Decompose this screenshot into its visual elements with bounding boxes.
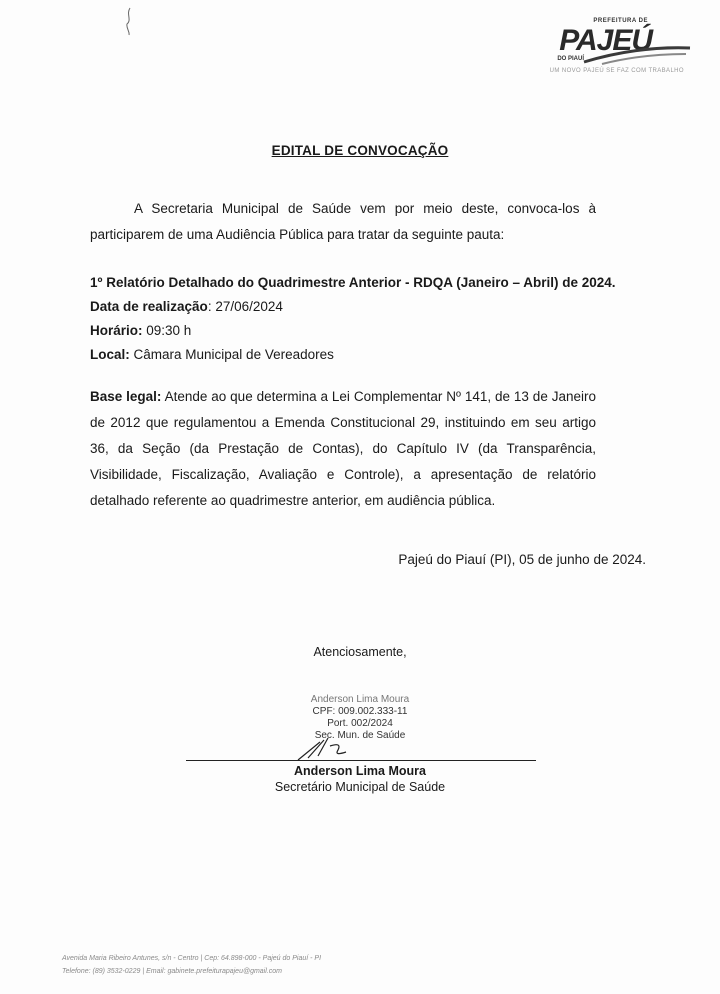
logo-swoosh-icon [582,42,692,66]
stamp-name: Anderson Lima Moura [310,694,410,705]
agenda-item: 1º Relatório Detalhado do Quadrimestre Anterior - RDQA (Janeiro – Abril) de 2024. [90,275,616,290]
stamp-port: Port. 002/2024 [327,718,393,729]
footer-phone-email: Telefone: (89) 3532-0229 | Email: gabinete.prefeiturapajeu@gmail.com [62,968,282,975]
agenda-place [90,343,650,367]
signer-role: Secretário Municipal de Saúde [274,780,446,794]
logo-slogan: UM NOVO PAJEÚ SE FAZ COM TRABALHO [549,68,684,74]
stamp-cpf: CPF: 009.002.333-11 [312,706,408,717]
prefeitura-logo [532,14,692,80]
time-value: 09:30 h [142,323,192,338]
closing-salutation: Atenciosamente, [313,645,407,659]
date-label: Data de realização [90,299,208,314]
logo-main-text: PAJEÚ [559,24,652,57]
hole-punch-mark [124,6,134,36]
document-title: EDITAL DE CONVOCAÇÃO [271,143,449,158]
signature-line [186,760,536,761]
agenda-time [90,319,650,343]
stamp-role: Sec. Mun. de Saúde [314,730,406,741]
footer-contact [62,952,321,978]
legal-text: Atende ao que determina a Lei Complementar Nº 141, de 13 de Janeiro de 2012 que regulamentou a Emenda Constitucional 29, instituindo em seu artigo 36, da Seção (da Prestação de Contas), do Capítulo IV (da Transparência, Visibilidade, Fiscalização, Avaliação e Controle), a apresentação de relatório detalhado referente ao quadrimestre anterior, em audiência pública. [90,389,596,508]
legal-label: Base legal: [90,389,162,404]
agenda-block [90,271,650,367]
date-value: : 27/06/2024 [207,299,283,314]
time-label: Horário: [90,323,143,338]
place-label: Local: [90,347,130,362]
official-stamp [280,694,440,742]
footer-address: Avenida Maria Ribeiro Antunes, s/n - Centro | Cep: 64.898-000 - Pajeú do Piauí - PI [62,955,322,962]
logo-sub-text: DO PIAUÍ [557,56,584,62]
place-value: Câmara Municipal de Vereadores [129,347,334,362]
place-date: Pajeú do Piauí (PI), 05 de junho de 2024. [398,552,646,567]
logo-top-text: PREFEITURA DE [593,18,648,24]
agenda-date [90,295,650,319]
intro-paragraph: A Secretaria Municipal de Saúde vem por meio deste, convoca-los à participarem de uma Audiência Pública para tratar da seguinte pauta: [90,201,596,242]
legal-basis-paragraph [90,384,596,514]
signer-block [0,763,720,795]
signer-name: Anderson Lima Moura [294,764,426,778]
